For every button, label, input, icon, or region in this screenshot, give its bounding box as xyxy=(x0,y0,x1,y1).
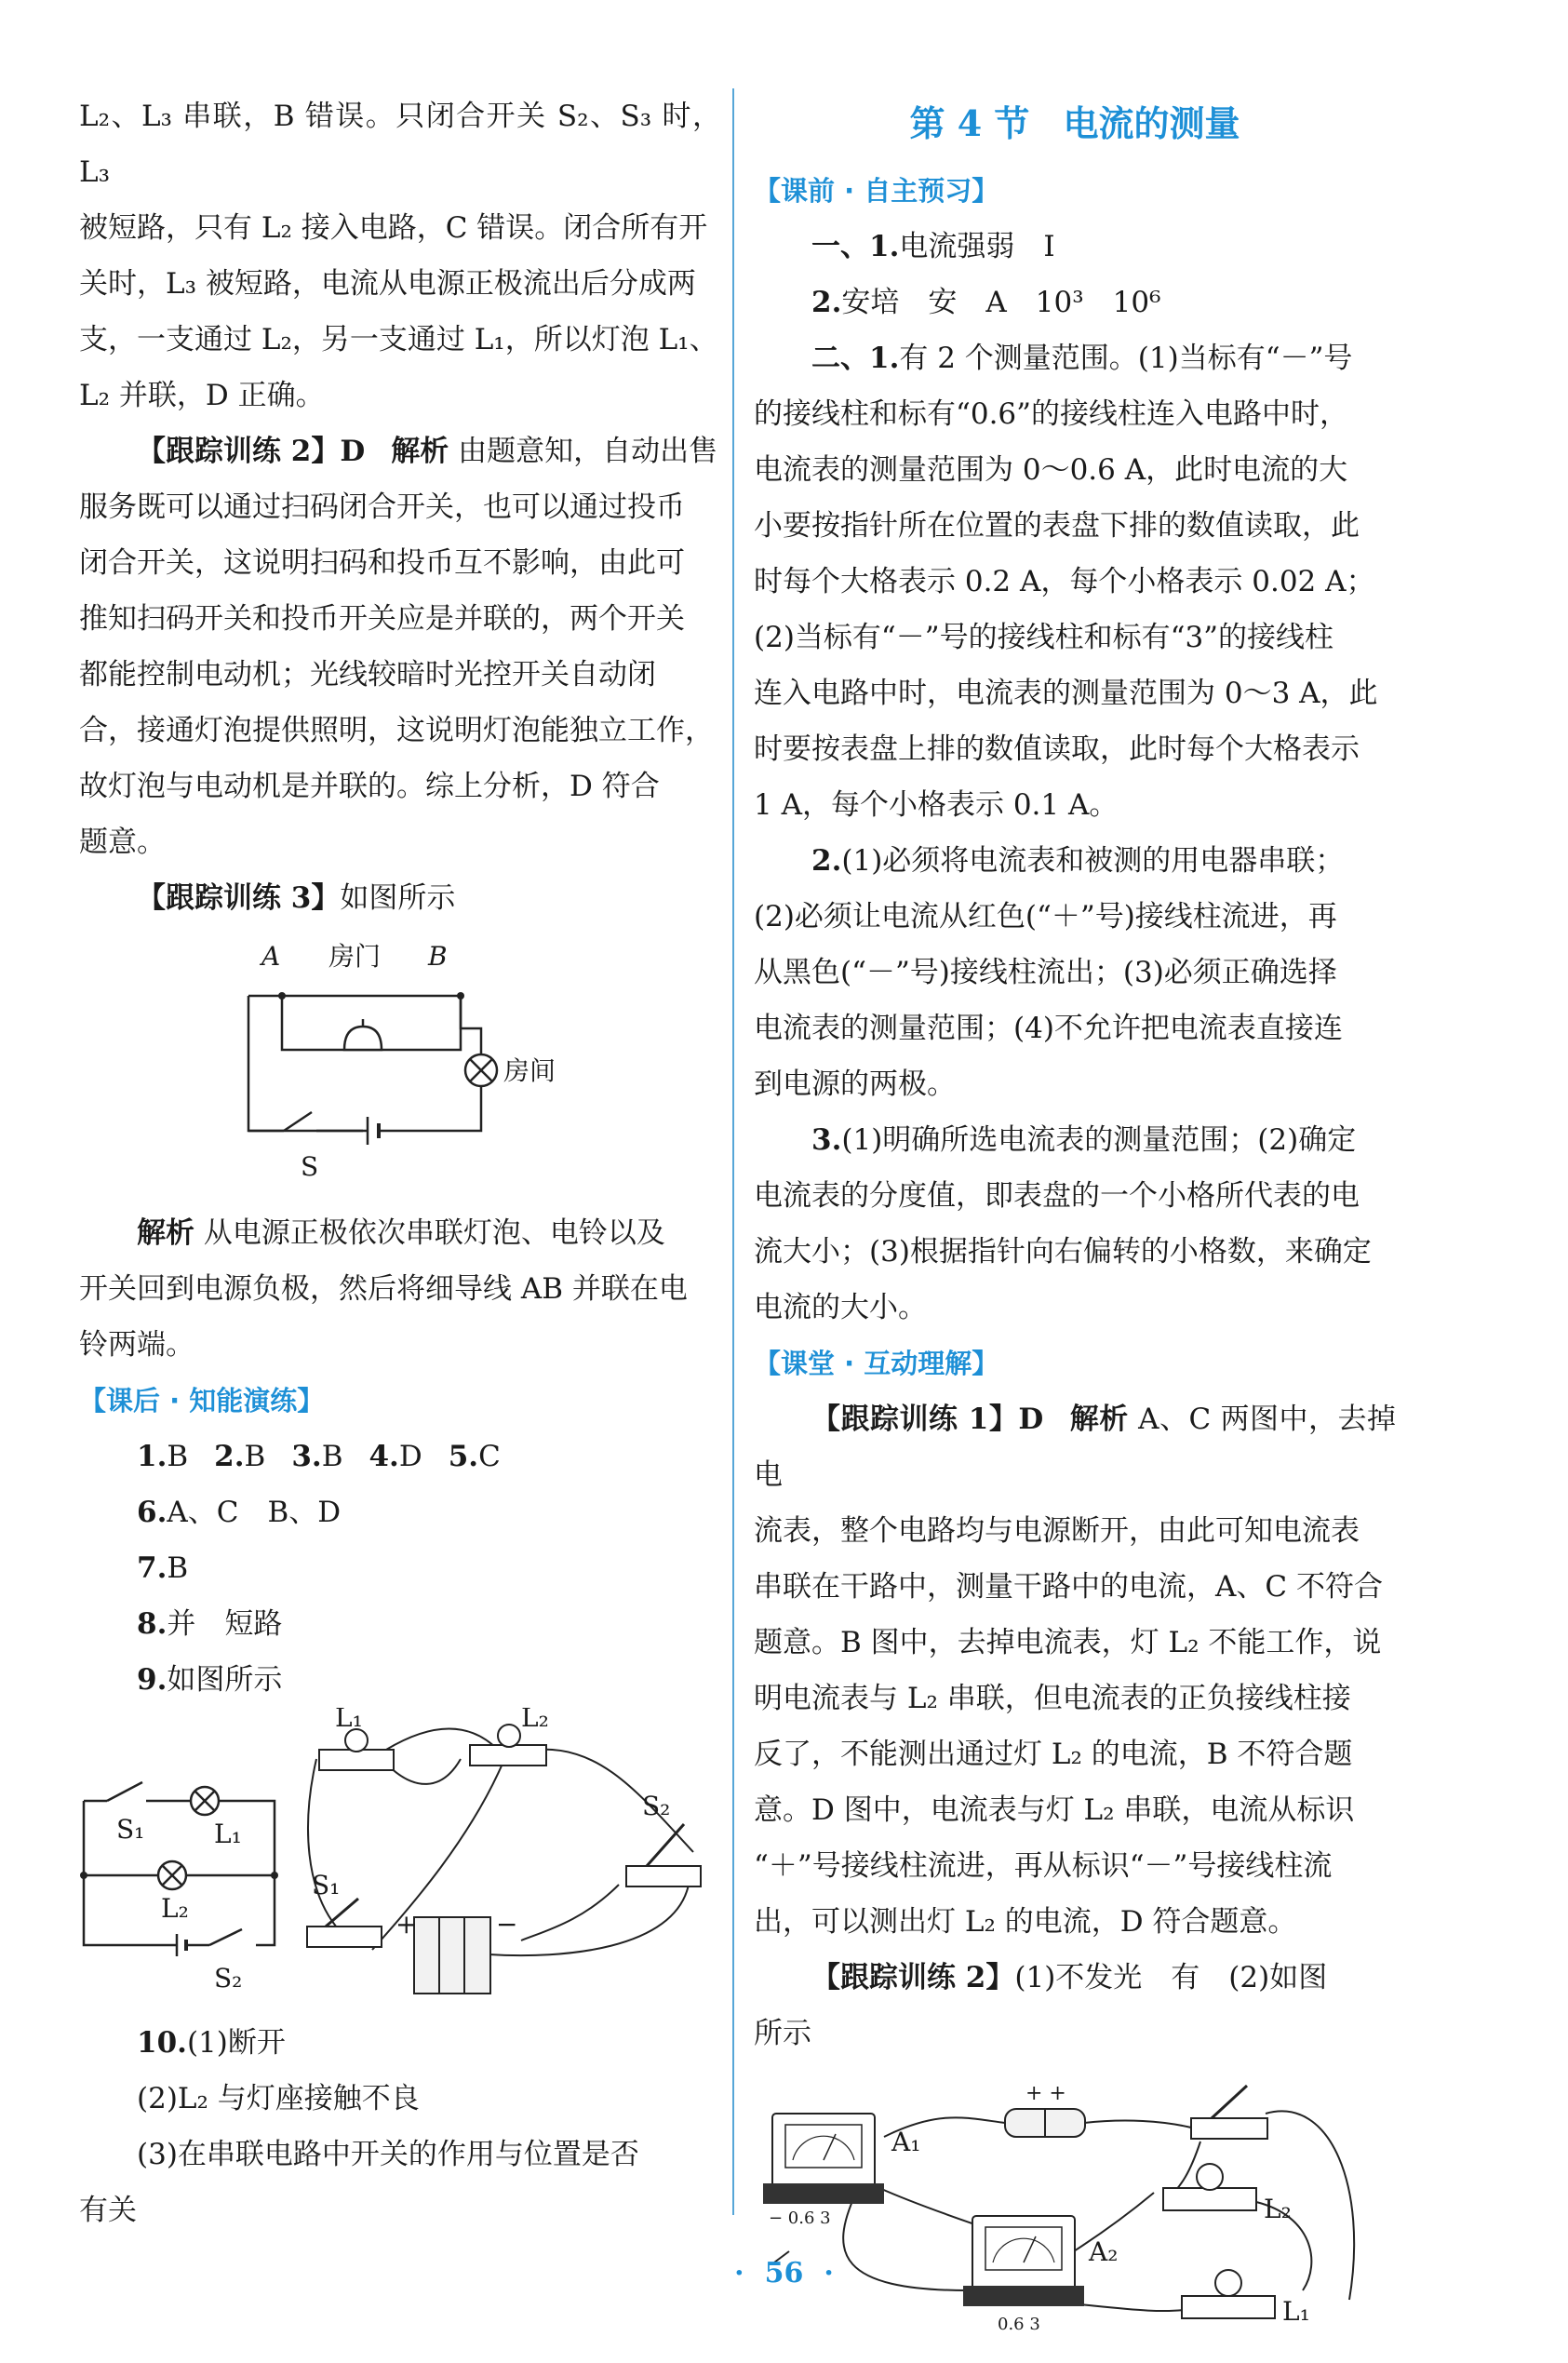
answer-value: 并 短路 xyxy=(167,1607,283,1641)
track1-line: 出，可以测出灯 L₂ 的电流，D 符合题意。 xyxy=(754,1905,1297,1939)
point-b-label: B xyxy=(428,941,448,972)
er-q3-line: 流大小；(3)根据指针向右偏转的小格数，来确定 xyxy=(754,1235,1372,1269)
answers-row-1 xyxy=(137,1429,721,1484)
question-answer: 安培 安 A 10³ 10⁶ xyxy=(841,286,1161,319)
track1-first-line xyxy=(754,1391,1396,1503)
track2-line: 故灯泡与电动机是并联的。综上分析，D 符合 xyxy=(79,770,660,803)
switch-label: S xyxy=(301,1151,319,1182)
answer-num: 10. xyxy=(137,2026,187,2060)
l2-lamp-icon xyxy=(158,1861,186,1889)
bell-icon xyxy=(344,1019,382,1050)
er-q1-line: 电流表的测量范围为 0～0.6 A，此时电流的大 xyxy=(754,453,1348,487)
answer-num: 8. xyxy=(137,1607,168,1641)
answer-num: 7. xyxy=(137,1551,168,1585)
track2r-head: 【跟踪训练 2】 xyxy=(811,1961,1015,1994)
left-column xyxy=(79,88,721,2238)
track2-line: 推知扫码开关和投币开关应是并联的，两个开关 xyxy=(79,602,685,636)
minus-label: − xyxy=(496,1909,518,1940)
pre-q2 xyxy=(754,275,1396,330)
er-q1-line: (2)当标有“－”号的接线柱和标有“3”的接线柱 xyxy=(754,621,1334,654)
l1-label: L₁ xyxy=(214,1819,242,1849)
answer-num: 1. xyxy=(137,1440,168,1473)
question-answer: (1)必须将电流表和被测的用电器串联； xyxy=(841,844,1345,878)
jiexi3-text: 从电源正极依次串联灯泡、电铃以及 xyxy=(203,1216,665,1250)
er-q1-first-line xyxy=(754,330,1396,386)
battery-plus-label: + + xyxy=(1025,2082,1066,2105)
answer-value: A、C B、D xyxy=(167,1496,342,1529)
door-label: 房门 xyxy=(328,941,382,972)
answer-value: D xyxy=(398,1440,422,1473)
answer-value: B xyxy=(321,1440,343,1473)
er-q1-line: 1 A，每个小格表示 0.1 A。 xyxy=(754,788,1119,822)
track1-line: 题意。B 图中，去掉电流表，灯 L₂ 不能工作，说 xyxy=(754,1626,1382,1659)
answer-value: B xyxy=(244,1440,266,1473)
question-num: 2. xyxy=(811,286,842,319)
battery-icon xyxy=(177,1934,186,1956)
jiexi3-line: 开关回到电源负极，然后将细导线 AB 并联在电 xyxy=(79,1272,688,1306)
s2-knife-switch-icon xyxy=(626,1824,701,1886)
plus-label: + xyxy=(395,1909,418,1940)
answer-num: 5. xyxy=(448,1440,479,1473)
question-answer: 有 2 个测量范围。(1)当标有“－”号 xyxy=(899,342,1353,375)
question-num: 一、1. xyxy=(811,230,900,263)
track2-line: 题意。 xyxy=(79,826,166,859)
question-num: 3. xyxy=(811,1123,842,1157)
question-answer: 电流强弱 I xyxy=(899,230,1055,263)
s1-knife-switch-icon xyxy=(307,1899,382,1947)
a2-label: A₂ xyxy=(1089,2236,1119,2267)
column-divider xyxy=(732,88,734,2215)
track1-line: “＋”号接线柱流进，再从标识“－”号接线柱流 xyxy=(754,1849,1333,1883)
intro-line: 支，一支通过 L₂，另一支通过 L₁，所以灯泡 L₁、 xyxy=(79,323,718,356)
s2-label: S₂ xyxy=(214,1963,243,1994)
a2-scale-label: 0.6 3 xyxy=(998,2315,1040,2334)
page-number: 56 xyxy=(764,2257,804,2289)
er-q3-line: 电流的大小。 xyxy=(754,1291,927,1324)
track3-text: 如图所示 xyxy=(340,881,456,915)
answer-6 xyxy=(137,1484,721,1540)
track1-line: 意。D 图中，电流表与灯 L₂ 串联，电流从标识 xyxy=(754,1793,1355,1827)
answer-value: (1)断开 xyxy=(186,2026,286,2060)
l1-bulb-icon xyxy=(319,1729,394,1770)
question-answer: (1)明确所选电流表的测量范围；(2)确定 xyxy=(841,1123,1357,1157)
in-class-section-heading: 【课堂 · 互动理解】 xyxy=(754,1348,999,1379)
track3-head: 【跟踪训练 3】 xyxy=(137,881,341,915)
track1-line: 流表，整个电路均与电源断开，由此可知电流表 xyxy=(754,1514,1360,1548)
answer-10-1 xyxy=(137,2015,721,2071)
er-q3-first-line xyxy=(754,1112,1396,1168)
pictorial-l1-label: L₁ xyxy=(335,1708,363,1733)
er-q1-line: 的接线柱和标有“0.6”的接线柱连入电路中时， xyxy=(754,397,1348,431)
track1-line: 明电流表与 L₂ 串联，但电流表的正负接线柱接 xyxy=(754,1682,1351,1715)
lamp-icon xyxy=(465,1054,497,1086)
track3-line xyxy=(79,870,721,926)
er-q2-line: (2)必须让电流从红色(“＋”号)接线柱流进，再 xyxy=(754,900,1337,933)
section-name: 电流的测量 xyxy=(1063,102,1240,144)
track2-head: 【跟踪训练 2】D xyxy=(137,435,366,468)
answer-num: 9. xyxy=(137,1663,168,1697)
track2r-first-line xyxy=(754,1950,1396,2006)
ammeter-a1-icon xyxy=(763,2114,884,2204)
switch-icon xyxy=(284,1112,363,1131)
track1-text: A、C 两图中，去掉电 xyxy=(754,1403,1397,1492)
parallel-pictorial xyxy=(307,1708,701,1994)
pre-class-section-heading: 【课前 · 自主预习】 xyxy=(754,175,999,207)
ammeter-circuit-figure xyxy=(754,2076,1396,2346)
answer-10-3: (3)在串联电路中开关的作用与位置是否 xyxy=(137,2138,639,2171)
answer-value: 如图所示 xyxy=(167,1663,283,1697)
l2-label: L₂ xyxy=(1264,2194,1292,2224)
jiexi3-first-line xyxy=(79,1205,721,1261)
intro-line: 被短路，只有 L₂ 接入电路，C 错误。闭合所有开 xyxy=(79,211,708,245)
er-q1-line: 小要按指针所在位置的表盘下排的数值读取，此 xyxy=(754,509,1360,543)
section-number: 第 4 节 xyxy=(909,102,1030,144)
room-label: 房间 xyxy=(503,1055,556,1086)
battery-icon xyxy=(368,1117,433,1145)
answer-7 xyxy=(137,1540,721,1596)
er-q2-first-line xyxy=(754,833,1396,889)
track2-text: 由题意知，自动出售 xyxy=(458,435,718,468)
intro-line: L₂、L₃ 串联，B 错误。只闭合开关 S₂、S₃ 时，L₃ xyxy=(79,100,721,189)
track2-line: 闭合开关，这说明扫码和投币互不影响，由此可 xyxy=(79,546,685,580)
s1-switch-icon xyxy=(107,1782,142,1801)
answer-9 xyxy=(137,1652,721,1708)
track2r-line: 所示 xyxy=(754,2017,811,2050)
jiexi-label: 解析 xyxy=(1069,1403,1129,1436)
question-num: 2. xyxy=(811,844,842,878)
question-num: 二、1. xyxy=(811,342,900,375)
footer-dot-right: · xyxy=(824,2257,834,2289)
er-q1-line: 时要按表盘上排的数值读取，此时每个大格表示 xyxy=(754,732,1360,766)
er-q1-line: 连入电路中时，电流表的测量范围为 0～3 A，此 xyxy=(754,677,1378,710)
er-q2-line: 从黑色(“－”号)接线柱流出；(3)必须正确选择 xyxy=(754,956,1337,989)
right-column xyxy=(754,88,1396,2346)
l2-bulb-icon xyxy=(1163,2164,1256,2210)
er-q2-line: 到电源的两极。 xyxy=(754,1067,956,1101)
answer-value: B xyxy=(167,1551,189,1585)
l1-label: L₁ xyxy=(1282,2296,1310,2327)
answer-8 xyxy=(137,1596,721,1652)
track2-line: 合，接通灯泡提供照明，这说明灯泡能独立工作， xyxy=(79,714,714,747)
track2r-text: (1)不发光 有 (2)如图 xyxy=(1014,1961,1328,1994)
answer-num: 2. xyxy=(214,1440,245,1473)
answer-num: 6. xyxy=(137,1496,168,1529)
pictorial-s1-label: S₁ xyxy=(312,1870,341,1900)
a1-scale-label: − 0.6 3 xyxy=(769,2209,831,2228)
parallel-circuit-figure xyxy=(79,1708,721,2015)
intro-line: 关时，L₃ 被短路，电流从电源正极流出后分成两 xyxy=(79,267,696,301)
battery-icon xyxy=(1005,2109,1085,2137)
pictorial-s2-label: S₂ xyxy=(642,1791,671,1821)
jiexi-label: 解析 xyxy=(391,435,449,468)
track2-line: 都能控制电动机；光线较暗时光控开关自动闭 xyxy=(79,658,656,691)
jiexi3-line: 铃两端。 xyxy=(79,1328,194,1362)
answer-num: 4. xyxy=(369,1440,399,1473)
footer-dot-left: · xyxy=(734,2257,744,2289)
er-q2-line: 电流表的测量范围；(4)不允许把电流表直接连 xyxy=(754,1012,1343,1045)
track1-line: 串联在干路中，测量干路中的电流，A、C 不符合 xyxy=(754,1570,1383,1604)
a1-label: A₁ xyxy=(891,2127,921,2157)
intro-line: L₂ 并联，D 正确。 xyxy=(79,379,325,412)
er-q3-line: 电流表的分度值，即表盘的一个小格所代表的电 xyxy=(754,1179,1360,1213)
section-title xyxy=(754,88,1396,159)
answer-value: B xyxy=(167,1440,189,1473)
point-a-label: A xyxy=(261,941,281,972)
er-q1-line: 时每个大格表示 0.2 A，每个小格表示 0.02 A； xyxy=(754,565,1375,598)
battery-box-icon xyxy=(414,1917,490,1994)
answer-10-4: 有关 xyxy=(79,2194,137,2227)
track1-line: 反了，不能测出通过灯 L₂ 的电流，B 不符合题 xyxy=(754,1738,1353,1771)
answer-num: 3. xyxy=(291,1440,322,1473)
pre-q1 xyxy=(754,219,1396,275)
jiexi3-head: 解析 xyxy=(137,1216,194,1250)
s1-label: S₁ xyxy=(116,1814,145,1845)
page-footer xyxy=(0,2257,1568,2289)
answer-value: C xyxy=(478,1440,501,1473)
s2-switch-icon xyxy=(209,1929,242,1945)
l2-label: L₂ xyxy=(161,1893,189,1924)
track1-head: 【跟踪训练 1】D xyxy=(811,1403,1044,1436)
pictorial-l2-label: L₂ xyxy=(521,1708,549,1733)
track2-line: 服务既可以通过扫码闭合开关，也可以通过投币 xyxy=(79,490,685,524)
doorbell-circuit-diagram xyxy=(79,926,721,1205)
l1-lamp-icon xyxy=(191,1787,219,1815)
knife-switch-icon xyxy=(1191,2086,1267,2139)
after-class-section-heading: 【课后 · 知能演练】 xyxy=(79,1385,325,1416)
answer-10-2: (2)L₂ 与灯座接触不良 xyxy=(137,2082,420,2115)
parallel-schematic xyxy=(80,1782,278,1994)
track2-first-line xyxy=(79,423,721,479)
